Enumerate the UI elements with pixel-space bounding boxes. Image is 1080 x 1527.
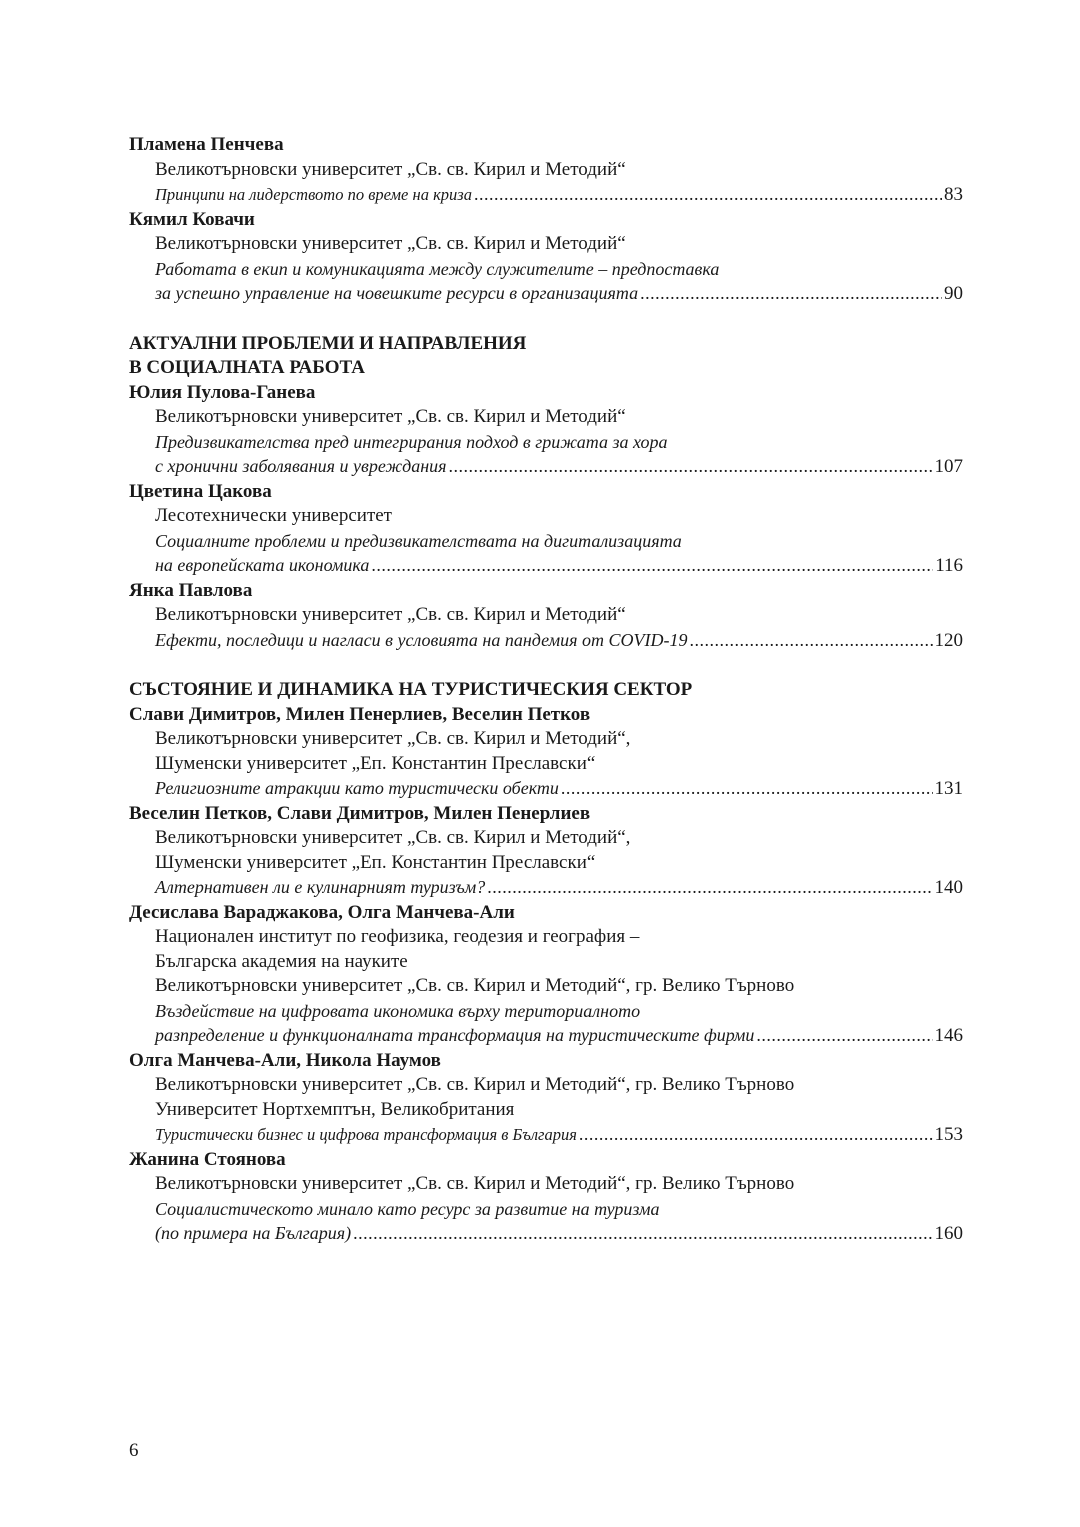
entry-page-number: 146 [934, 1025, 963, 1046]
entry-title-line: Социалните проблеми и предизвикателствата на дигитализацията [155, 530, 682, 551]
entry-author: Десислава Вараджакова, Олга Манчева-Али [129, 901, 515, 923]
entry-title-line: Въздействие на цифровата икономика върху териториалното [155, 1000, 641, 1021]
entry-title-text: с хронични заболявания и увреждания [155, 456, 447, 476]
entry-title-text: Туристически бизнес и цифрова трансформация в България [155, 1125, 577, 1144]
leader-dots [449, 454, 933, 479]
entry-title-last-line [129, 1122, 963, 1148]
leader-dots [487, 875, 932, 900]
entry-affiliation: Великотърновски университет „Св. св. Кирил и Методий“, гр. Велико Търново [155, 975, 795, 996]
entry-author: Янка Павлова [129, 579, 253, 601]
toc-entry [129, 1148, 963, 1247]
entry-affiliation: Великотърновски университет „Св. св. Кирил и Методий“ [155, 158, 626, 180]
entry-author: Жанина Стоянова [129, 1148, 286, 1170]
entry-author: Цветина Цакова [129, 480, 272, 502]
entry-author: Пламена Пенчева [129, 134, 284, 155]
entry-affiliation: Национален институт по геофизика, геодезия и география – [155, 926, 640, 947]
entry-page-number: 90 [944, 283, 963, 304]
toc-entry [129, 381, 963, 480]
entry-page-number: 83 [944, 184, 963, 205]
toc-entry [129, 208, 963, 307]
entry-title-last-line [129, 454, 963, 480]
toc-entry [129, 1049, 963, 1148]
entry-title-line: Социалистическото минало като ресурс за развитие на туризма [155, 1198, 660, 1219]
toc-entry [129, 480, 963, 579]
entry-affiliation: Българска академия на науките [155, 950, 408, 972]
entry-title-last-line [129, 776, 963, 802]
entry-title-last-line [129, 182, 963, 208]
section-title: АКТУАЛНИ ПРОБЛЕМИ И НАПРАВЛЕНИЯ [129, 332, 527, 354]
entry-affiliation: Великотърновски университет „Св. св. Кирил и Методий“, [155, 827, 631, 848]
entry-author: Веселин Петков, Слави Димитров, Милен Пенерлиев [129, 802, 591, 824]
entry-title-last-line [129, 553, 963, 579]
entry-title-text: Алтернативен ли е кулинарният туризъм? [155, 877, 486, 897]
entry-affiliation: Великотърновски университет „Св. св. Кирил и Методий“, гр. Велико Търново [155, 1173, 795, 1194]
entry-affiliation: Великотърновски университет „Св. св. Кирил и Методий“ [155, 604, 626, 625]
entry-affiliation: Шуменски университет „Еп. Константин Преславски“ [155, 752, 596, 774]
entry-title-text: Ефекти, последици и нагласи в условията на пандемия от COVID-19 [155, 629, 688, 650]
entry-page-number: 116 [935, 555, 963, 576]
entry-author: Юлия Пулова-Ганева [129, 381, 316, 403]
leader-dots [579, 1122, 933, 1147]
leader-dots [474, 182, 942, 207]
entry-title-text: Принципи на лидерството по време на криза [155, 185, 472, 204]
entry-title-text: за успешно управление на човешките ресурси в организацията [155, 283, 639, 303]
leader-dots [561, 776, 933, 801]
entry-title-last-line [129, 281, 963, 307]
entry-page-number: 160 [934, 1223, 963, 1244]
entry-title-last-line [129, 628, 963, 654]
entry-page-number: 140 [934, 877, 963, 898]
leader-dots [756, 1023, 932, 1048]
leader-dots [640, 281, 942, 306]
section-gap [129, 307, 963, 332]
toc-entry [129, 802, 963, 901]
entry-affiliation: Великотърновски университет „Св. св. Кирил и Методий“, [155, 728, 631, 749]
entry-affiliation: Университет Нортхемптън, Великобритания [155, 1098, 515, 1120]
entry-title-last-line [129, 1023, 963, 1049]
entry-title-line: Предизвикателства пред интегрирания подход в грижата за хора [155, 431, 668, 452]
entry-page-number: 131 [934, 778, 963, 799]
entry-page-number: 153 [934, 1124, 963, 1145]
section-gap [129, 653, 963, 678]
entry-author: Кямил Ковачи [129, 208, 255, 230]
entry-title-text: разпределение и функционалната трансформация на туристическите фирми [155, 1025, 755, 1045]
entry-title-last-line [129, 875, 963, 901]
toc-entry [129, 579, 963, 654]
leader-dots [689, 628, 932, 653]
entry-title-last-line [129, 1221, 963, 1247]
toc-entry [129, 703, 963, 802]
entry-page-number: 120 [934, 629, 963, 651]
toc-entry [129, 133, 963, 208]
entry-title-line: Работата в екип и комуникацията между служителите – предпоставка [155, 258, 720, 279]
entry-author: Слави Димитров, Милен Пенерлиев, Веселин Петков [129, 703, 591, 725]
page-number: 6 [129, 1440, 139, 1461]
entry-title-text: (по примера на България) [155, 1223, 352, 1243]
section-title: В СОЦИАЛНАТА РАБОТА [129, 357, 365, 378]
entry-title-text: на европейската икономика [155, 555, 370, 575]
entry-author: Олга Манчева-Али, Никола Наумов [129, 1049, 441, 1071]
entry-affiliation: Великотърновски университет „Св. св. Кирил и Методий“ [155, 233, 626, 254]
toc-entry [129, 901, 963, 1049]
leader-dots [353, 1221, 932, 1246]
leader-dots [371, 553, 933, 578]
entry-affiliation: Шуменски университет „Еп. Константин Преславски“ [155, 851, 596, 873]
table-of-contents [129, 133, 963, 1247]
entry-page-number: 107 [934, 456, 963, 477]
entry-affiliation: Великотърновски университет „Св. св. Кирил и Методий“, гр. Велико Търново [155, 1074, 795, 1095]
entry-title-text: Религиозните атракции като туристически обекти [155, 778, 559, 798]
entry-affiliation: Лесотехнически университет [155, 505, 392, 526]
entry-affiliation: Великотърновски университет „Св. св. Кирил и Методий“ [155, 406, 626, 427]
section-title: СЪСТОЯНИЕ И ДИНАМИКА НА ТУРИСТИЧЕСКИЯ СЕКТОР [129, 679, 693, 700]
